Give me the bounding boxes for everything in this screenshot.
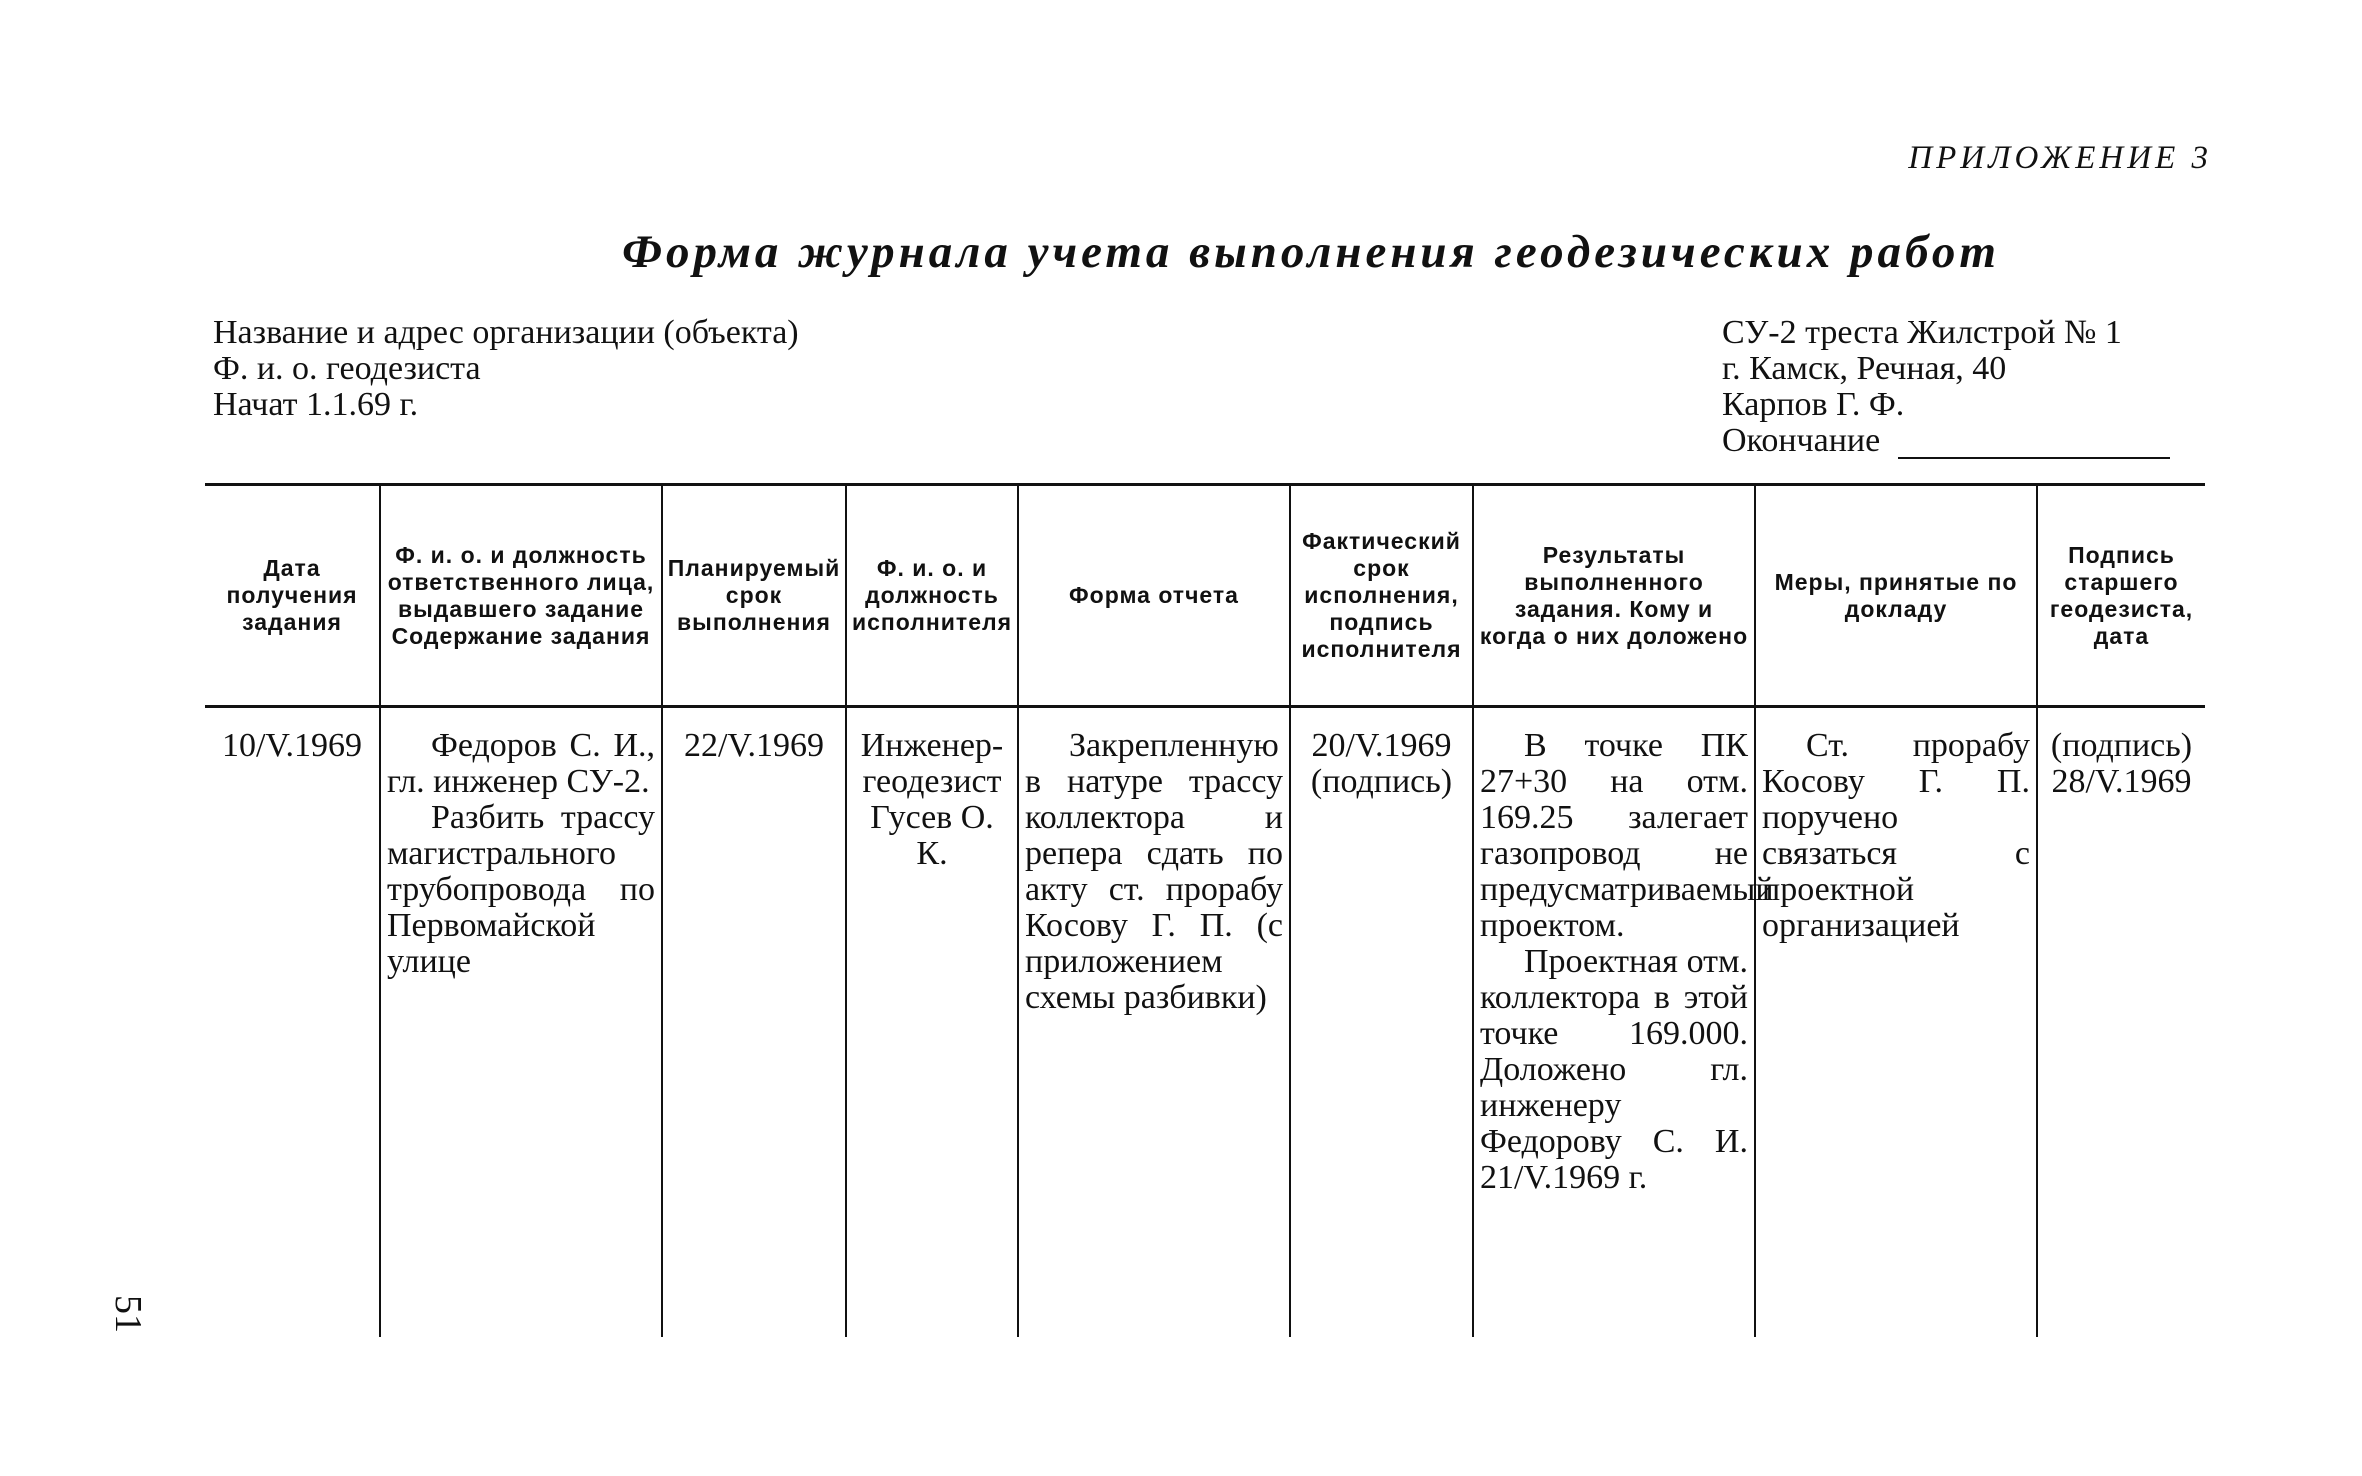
cell-issuer-task <box>380 707 662 1337</box>
meta-right <box>1722 315 2170 459</box>
meta-left <box>213 315 799 423</box>
header-results: Результаты выполненного задания. Кому и когда о них доложено <box>1473 485 1755 707</box>
header-date-received: Дата получения задания <box>205 485 380 707</box>
measures-text: Ст. прорабу Косову Г. П. поручено связаться с проектной организацией <box>1762 727 2030 944</box>
page-title: Форма журнала учета выполнения геодезических работ <box>622 226 2000 278</box>
cell-measures <box>1755 707 2037 1337</box>
table-row <box>205 707 2205 1337</box>
header-report-form: Форма отчета <box>1018 485 1290 707</box>
header-planned-term: Планируемый срок выполнения <box>662 485 846 707</box>
header-measures: Меры, принятые по докладу <box>1755 485 2037 707</box>
table-header-row <box>205 485 2205 707</box>
cell-report-form <box>1018 707 1290 1337</box>
cell-executor: Инженер-геодезист Гусев О. К. <box>846 707 1018 1337</box>
org-value-line-2: г. Камск, Речная, 40 <box>1722 350 2007 387</box>
end-blank-line <box>1898 427 2170 459</box>
report-form-text: Закрепленную в натуре трассу коллектора и репера сдать по акту ст. прорабу Косову Г. П. (с приложением схемы разбивки) <box>1025 727 1283 1016</box>
end-field <box>1722 423 2170 459</box>
cell-results <box>1473 707 1774 1337</box>
actual-signature: (подпись) <box>1310 763 1453 800</box>
cell-signature <box>2037 707 2205 1337</box>
actual-date: 20/V.1969 <box>1311 727 1452 764</box>
header-signature: Подпись старшего геодезиста, дата <box>2037 485 2205 707</box>
journal-table <box>205 483 2205 1337</box>
results-text-1: В точке ПК 27+30 на отм. 169.25 залегает газопровод не предусматриваемый проектом. <box>1480 727 1774 944</box>
senior-signature: (подпись) <box>2050 727 2193 764</box>
surveyor-value: Карпов Г. Ф. <box>1722 386 1905 423</box>
senior-date: 28/V.1969 <box>2051 763 2192 800</box>
results-text-2: Проектная отм. коллектора в этой точке 169.000. Доложено гл. инженеру Федорову С. И. 21/V.1969 г. <box>1480 943 1748 1196</box>
header-issuer-task: Ф. и. о. и должность ответственного лица, выдавшего задание Содержание задания <box>380 485 662 707</box>
header-actual-term: Фактический срок исполнения, подпись исполнителя <box>1290 485 1473 707</box>
started-date: Начат 1.1.69 г. <box>213 386 419 423</box>
surveyor-label: Ф. и. о. геодезиста <box>213 350 481 387</box>
issuer-text: Федоров С. И., гл. инженер СУ-2. <box>387 727 655 800</box>
header-executor: Ф. и. о. и должность исполнителя <box>846 485 1018 707</box>
appendix-label: ПРИЛОЖЕНИЕ 3 <box>1908 140 2212 176</box>
page-number: 51 <box>107 1295 149 1333</box>
org-label: Название и адрес организации (объекта) <box>213 314 799 351</box>
org-value-line-1: СУ-2 треста Жилстрой № 1 <box>1722 314 2122 351</box>
cell-date-received: 10/V.1969 <box>221 727 363 764</box>
cell-actual-term <box>1290 707 1473 1337</box>
end-label: Окончание <box>1722 422 1881 459</box>
task-text: Разбить трассу магистрального трубопровода по Первомайской улице <box>387 799 655 980</box>
cell-planned-term: 22/V.1969 <box>662 707 846 1337</box>
